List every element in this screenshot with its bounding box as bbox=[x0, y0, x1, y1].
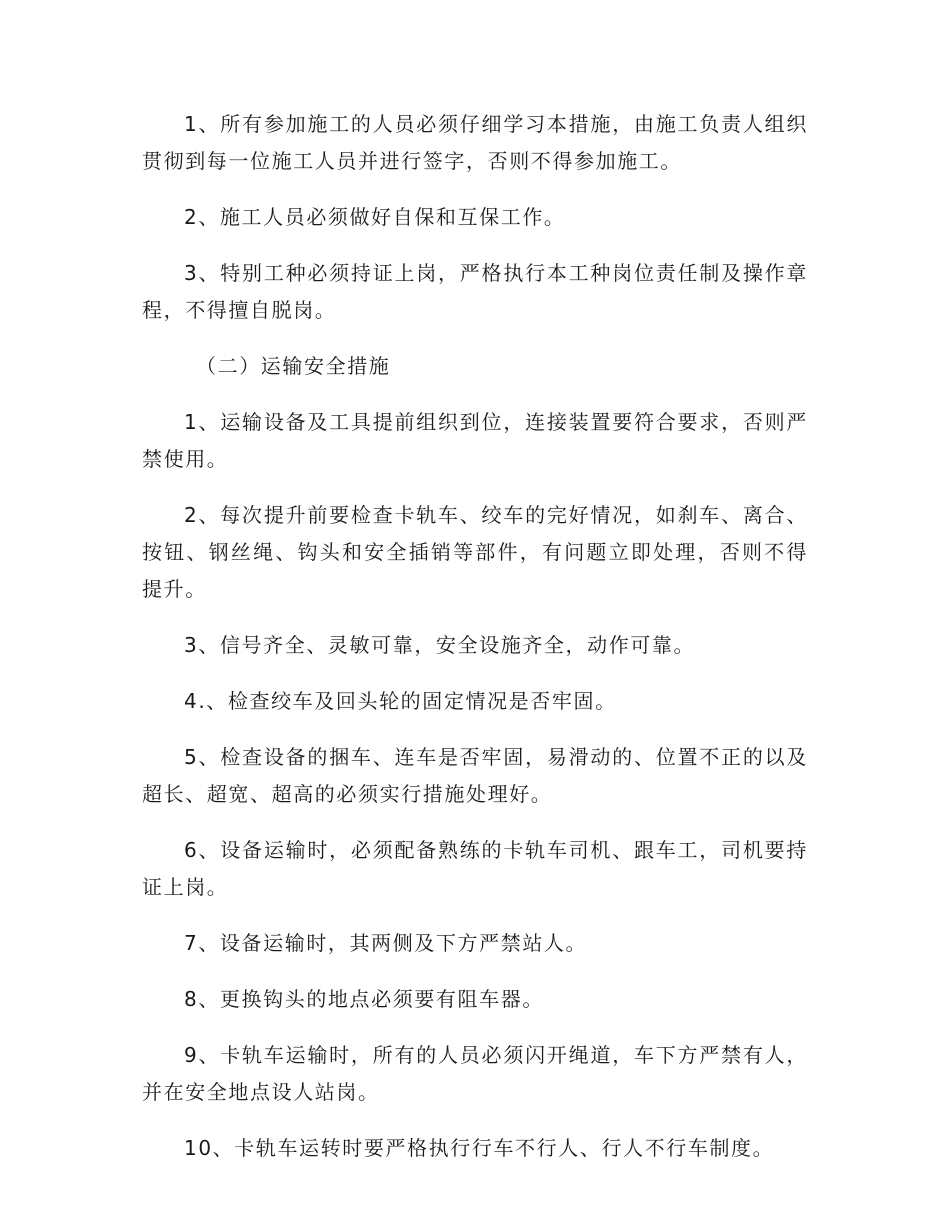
paragraph-no-standing: 7、设备运输时，其两侧及下方严禁站人。 bbox=[184, 931, 588, 955]
paragraph-signals: 3、信号齐全、灵敏可靠，安全设施齐全，动作可靠。 bbox=[184, 633, 696, 657]
paragraph-stopper: 8、更换钩头的地点必须要有阻车器。 bbox=[184, 987, 544, 1011]
document-body bbox=[142, 106, 808, 1186]
paragraph-clear-rope-path: 9、卡轨车运输时，所有的人员必须闪开绳道，车下方严禁有人，并在安全地点设人站岗。 bbox=[142, 1043, 808, 1104]
paragraph-drivers: 6、设备运输时，必须配备熟练的卡轨车司机、跟车工，司机要持证上岗。 bbox=[142, 838, 808, 899]
paragraph-pre-lift-inspection: 2、每次提升前要检查卡轨车、绞车的完好情况，如刹车、离合、按钮、钢丝绳、钩头和安全插销等部件，有问题立即处理，否则不得提升。 bbox=[142, 503, 808, 601]
paragraph-special-work-certificate: 3、特别工种必须持证上岗，严格执行本工种岗位责任制及操作章程，不得擅自脱岗。 bbox=[142, 261, 808, 322]
paragraph-equipment-ready: 1、运输设备及工具提前组织到位，连接装置要符合要求，否则严禁使用。 bbox=[142, 410, 808, 471]
section-heading-transport-safety: （二）运输安全措施 bbox=[196, 354, 391, 378]
paragraph-load-securing: 5、检查设备的捆车、连车是否牢固，易滑动的、位置不正的以及超长、超宽、超高的必须实行措施处理好。 bbox=[142, 745, 808, 806]
paragraph-traffic-rule: 10、卡轨车运转时要严格执行行车不行人、行人不行车制度。 bbox=[184, 1136, 775, 1160]
paragraph-self-protection: 2、施工人员必须做好自保和互保工作。 bbox=[184, 205, 566, 229]
paragraph-winch-fixing: 4.、检查绞车及回头轮的固定情况是否牢固。 bbox=[184, 689, 617, 713]
paragraph-personnel-study: 1、所有参加施工的人员必须仔细学习本措施，由施工负责人组织贯彻到每一位施工人员并进行签字，否则不得参加施工。 bbox=[142, 112, 808, 173]
